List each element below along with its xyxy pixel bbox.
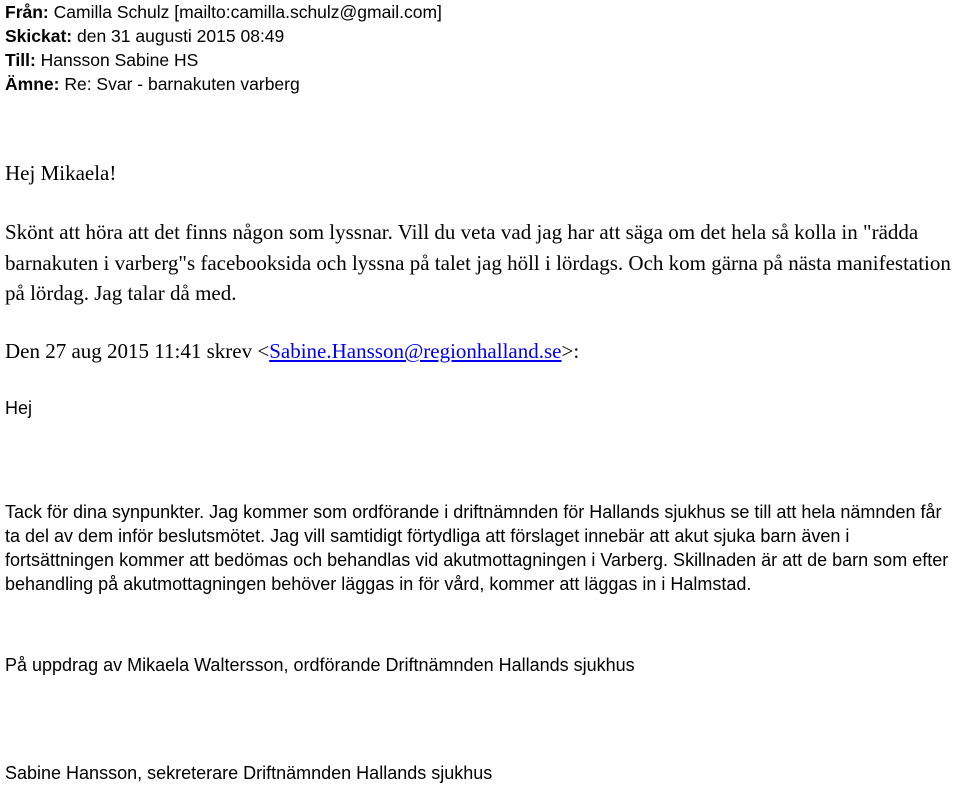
- to-line: [5, 48, 959, 72]
- quote-greeting: Hej: [5, 398, 33, 418]
- subject-value: Re: Svar - barnakuten varberg: [64, 74, 300, 94]
- quote-intro-suffix: >:: [561, 339, 580, 363]
- quote-intro-prefix: Den 27 aug 2015 11:41 skrev <: [5, 339, 270, 363]
- to-value: Hansson Sabine HS: [40, 50, 199, 70]
- from-label: Från:: [5, 2, 49, 22]
- subject-label: Ämne:: [5, 74, 60, 94]
- sent-label: Skickat:: [5, 26, 73, 46]
- on-behalf-line: På uppdrag av Mikaela Waltersson, ordförande Driftnämnden Hallands sjukhus: [5, 655, 635, 675]
- quote-body: Tack för dina synpunkter. Jag kommer som ordförande i driftnämnden för Hallands sjukhus se till att hela nämnden får ta del av dem inför beslutsmötet. Jag vill samtidigt förtydliga att förslaget innebär att akut sjuka barn även i fortsättningen kommer att bedömas och behandlas vid akutmottagningen i Varberg. Skillnaden är att de barn som efter behandling på akutmottagningen behöver läggas in för vård, kommer att läggas in i Halmstad.: [5, 502, 949, 594]
- quote-email-link[interactable]: Sabine.Hansson@regionhalland.se: [269, 339, 562, 363]
- quote-intro: [5, 336, 579, 367]
- reply-greeting: Hej Mikaela!: [5, 161, 117, 185]
- signature-line: Sabine Hansson, sekreterare Driftnämnden Hallands sjukhus: [5, 763, 493, 783]
- from-value: Camilla Schulz [mailto:camilla.schulz@gmail.com]: [53, 2, 442, 22]
- subject-line: [5, 72, 959, 96]
- email-headers: [5, 0, 959, 96]
- sent-value: den 31 augusti 2015 08:49: [77, 26, 285, 46]
- sent-line: [5, 24, 959, 48]
- to-label: Till:: [5, 50, 36, 70]
- reply-body: Skönt att höra att det finns någon som lyssnar. Vill du veta vad jag har att säga om det hela så kolla in "rädda barnakuten i varberg"s facebooksida och lyssna på talet jag höll i lördags. Och kom gärna på nästa manifestation på lördag. Jag talar då med.: [5, 220, 951, 305]
- from-line: [5, 0, 959, 24]
